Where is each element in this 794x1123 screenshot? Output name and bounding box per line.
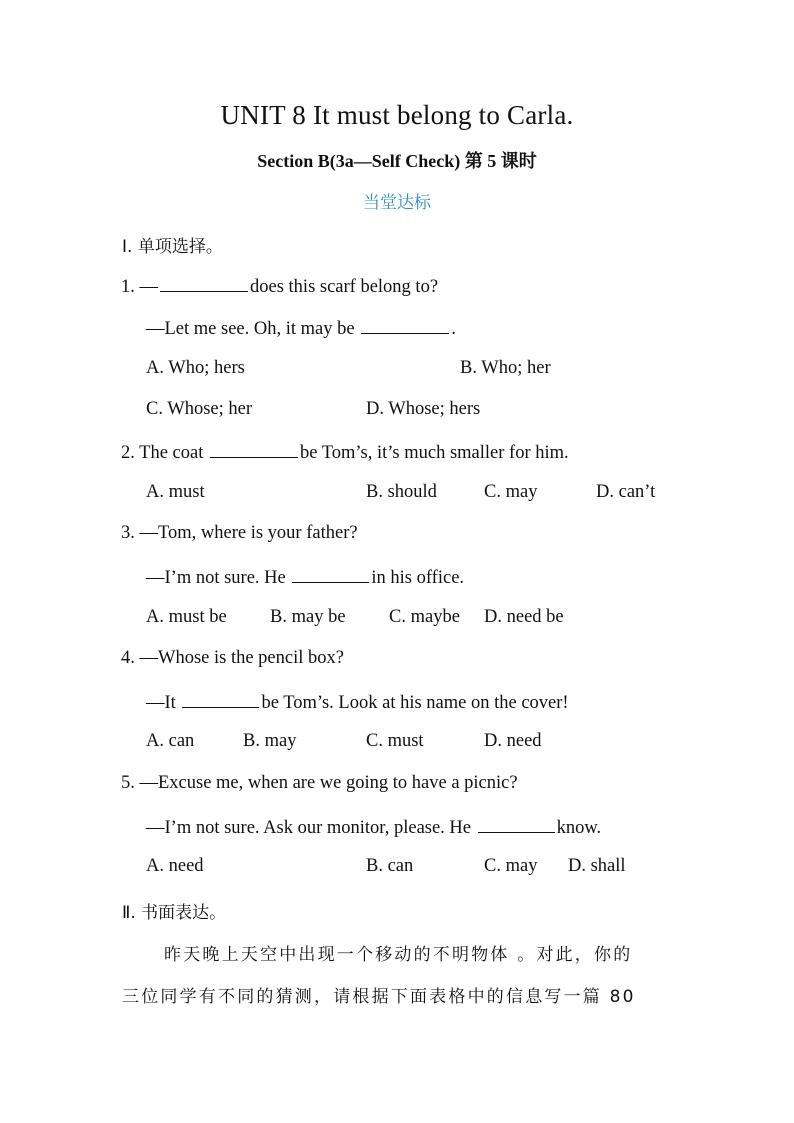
answer-blank[interactable] [292, 565, 369, 583]
question-1-option-d: D. Whose; hers [366, 399, 481, 419]
question-3-option-d: D. need be [484, 607, 564, 627]
question-4-option-d: D. need [484, 731, 542, 751]
question-3-line2-start: —I’m not sure. He [146, 568, 291, 588]
question-1-line2-end: . [451, 319, 456, 339]
question-4-option-a: A. can [146, 731, 195, 751]
question-1-stem-end: does this scarf belong to? [250, 277, 439, 297]
section-subtitle: Section B(3a—Self Check) 第 5 课时 [257, 151, 537, 171]
question-3-line2 [146, 565, 464, 589]
question-1-option-a: A. Who; hers [146, 358, 245, 378]
question-2-option-c: C. may [484, 482, 538, 502]
question-5-option-d: D. shall [568, 856, 626, 876]
question-5-line2-end: know. [556, 818, 602, 838]
answer-blank[interactable] [182, 690, 259, 708]
question-4-line2-start: —It [146, 693, 181, 713]
question-4-option-c: C. must [366, 731, 424, 751]
question-1-stem [121, 274, 438, 298]
answer-blank[interactable] [210, 440, 298, 458]
question-1-option-b: B. Who; her [460, 358, 551, 378]
writing-prompt-line-2: 三位同学有不同的猜测，请根据下面表格中的信息写一篇 80 [122, 987, 636, 1007]
question-1-option-c: C. Whose; her [146, 399, 253, 419]
question-5-option-c: C. may [484, 856, 538, 876]
question-1-stem-start: 1. — [121, 277, 158, 297]
section-heading-writing: Ⅱ. 书面表达。 [122, 903, 227, 923]
question-1-line2-start: —Let me see. Oh, it may be [146, 319, 360, 339]
question-4-line2 [146, 690, 569, 714]
section-tag: 当堂达标 [363, 193, 431, 213]
question-5-option-b: B. can [366, 856, 414, 876]
question-3-stem: 3. —Tom, where is your father? [121, 523, 358, 543]
writing-prompt-line-1: 昨天晚上天空中出现一个移动的不明物体 。对此，你的 [164, 945, 633, 965]
question-3-option-a: A. must be [146, 607, 227, 627]
question-2-stem-start: 2. The coat [121, 443, 208, 463]
unit-title: UNIT 8 It must belong to Carla. [220, 100, 574, 130]
section-heading-single-choice: Ⅰ. 单项选择。 [122, 237, 223, 257]
question-2-option-d: D. can’t [596, 482, 656, 502]
question-2-option-b: B. should [366, 482, 437, 502]
question-4-line2-end: be Tom’s. Look at his name on the cover! [261, 693, 569, 713]
question-5-option-a: A. need [146, 856, 204, 876]
question-3-option-b: B. may be [270, 607, 346, 627]
question-5-line2 [146, 815, 601, 839]
answer-blank[interactable] [361, 316, 449, 334]
question-2-stem-end: be Tom’s, it’s much smaller for him. [300, 443, 569, 463]
question-3-line2-end: in his office. [371, 568, 465, 588]
question-1-line2 [146, 316, 456, 340]
question-5-line2-start: —I’m not sure. Ask our monitor, please. He [146, 818, 476, 838]
question-3-option-c: C. maybe [389, 607, 460, 627]
question-5-stem: 5. —Excuse me, when are we going to have a picnic? [121, 773, 518, 793]
question-4-stem: 4. —Whose is the pencil box? [121, 648, 344, 668]
question-4-option-b: B. may [243, 731, 297, 751]
answer-blank[interactable] [160, 274, 248, 292]
answer-blank[interactable] [478, 815, 555, 833]
question-2-stem [121, 440, 569, 464]
question-2-option-a: A. must [146, 482, 205, 502]
